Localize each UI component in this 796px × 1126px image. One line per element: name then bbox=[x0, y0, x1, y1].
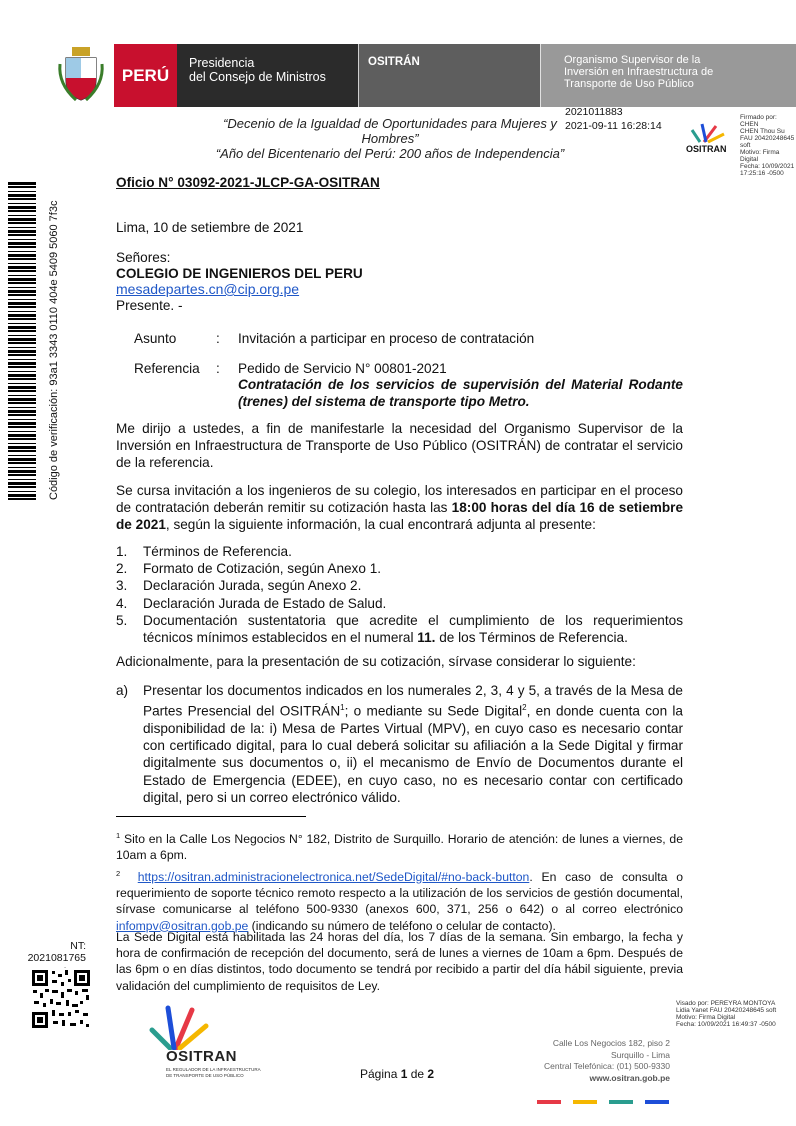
visado-line: Visado por: PEREYRA MONTOYA bbox=[676, 1000, 776, 1007]
verification-code: Código de verificación: 93a1 3343 0110 404e 5409 5060 7f3c bbox=[48, 200, 60, 500]
peru-logo: PERÚ bbox=[114, 44, 177, 107]
sede-digital-link[interactable]: https://ositran.administracionelectronica.net/SedeDigital/#no-back-button bbox=[137, 870, 530, 885]
requirements-list bbox=[116, 543, 683, 646]
signature-logo bbox=[680, 120, 738, 158]
footnote-divider bbox=[116, 816, 306, 817]
list-item bbox=[116, 577, 683, 594]
footnote-1-mark: 1 bbox=[116, 831, 121, 840]
pcm-line2: del Consejo de Ministros bbox=[189, 70, 326, 84]
footer-logo-text: OSITRAN bbox=[166, 1048, 237, 1065]
list-number: 5. bbox=[116, 612, 128, 628]
visado-stamp bbox=[676, 1000, 796, 1028]
item-a-part1: Presentar los documentos indicados en los numerales 2, 3, 4 y 5, a través de la Mesa de Partes Presencial del OSITRÁN bbox=[143, 683, 683, 719]
list-item bbox=[116, 543, 683, 560]
footnote-2-text: . En caso de consulta o requerimiento de soporte técnico remoto respecto a la utilización de los servicios de gestión documental, sírvase comunicarse al teléfono 500-9330 (anexos 600, 371, 256 o 642) o al correo electrónico bbox=[116, 870, 683, 917]
referencia-line1: Pedido de Servicio N° 00801-2021 bbox=[238, 361, 447, 376]
sig-line: 17:25:16 -0500 bbox=[740, 170, 784, 177]
list-text: Formato de Cotización, según Anexo 1. bbox=[143, 561, 382, 577]
paragraph-2-c: , según la siguiente información, la cual encontrará adjunta al presente: bbox=[165, 517, 596, 533]
recipient-email-link[interactable]: mesadepartes.cn@cip.org.pe bbox=[116, 281, 300, 297]
signature-logo-text: OSITRAN bbox=[686, 144, 727, 154]
paragraph-1: Me dirijo a ustedes, a fin de manifestarle la necesidad del Organismo Supervisor de la Inversión en Infraestructura de Transporte de Uso Público (OSITRÁN) de contratar el servicio de la referencia. bbox=[116, 421, 683, 471]
side-barcode bbox=[8, 180, 36, 500]
visado-line: Fecha: 10/09/2021 16:49:37 -0500 bbox=[676, 1021, 776, 1028]
referencia-label: Referencia bbox=[134, 361, 200, 376]
footnote-2 bbox=[116, 866, 683, 934]
item-a-text bbox=[143, 682, 683, 806]
asunto-colon: : bbox=[216, 331, 220, 346]
org-block bbox=[540, 44, 796, 107]
page-current: 1 bbox=[400, 1067, 408, 1081]
referencia-line2: Contratación de los servicios de supervisión del Material Rodante (trenes) del sistema de transporte tipo Metro. bbox=[238, 377, 683, 410]
ositran-footer-logo bbox=[140, 1004, 260, 1084]
visado-line: Motivo: Firma Digital bbox=[676, 1014, 736, 1021]
list-number: 4. bbox=[116, 595, 128, 611]
list-text: Declaración Jurada de Estado de Salud. bbox=[143, 595, 387, 611]
page-prefix: Página bbox=[360, 1067, 401, 1081]
list-text bbox=[143, 612, 683, 646]
list-item bbox=[116, 560, 683, 577]
registry-datetime: 2021-09-11 16:28:14 bbox=[565, 120, 662, 132]
footnote-3: La Sede Digital está habilitada las 24 horas del día, los 7 días de la semana. Sin embargo, la fecha y hora de confirmación de recepción del documento, será de lunes a viernes de 10am a 6pm. Después de las 6pm o en días distintos, todo documento se tendrá por recibido a partir del día hábil siguiente, previa validación del cumplimiento de requisitos de Ley. bbox=[116, 930, 683, 993]
sig-line: Fecha: 10/09/2021 bbox=[740, 163, 795, 170]
footer-logo-sub2: DE TRANSPORTE DE USO PÚBLICO bbox=[166, 1073, 244, 1078]
presente: Presente. - bbox=[116, 298, 183, 313]
address-line: Central Telefónica: (01) 500-9330 bbox=[543, 1061, 670, 1071]
sig-line: Firmado por: CHEN bbox=[740, 114, 777, 128]
list-text: Términos de Referencia. bbox=[143, 544, 292, 559]
referencia-colon: : bbox=[216, 361, 220, 376]
sig-line: FAU 20420248645 bbox=[740, 135, 795, 142]
mpv-email-link[interactable]: infompv@ositran.gob.pe bbox=[116, 918, 249, 933]
footnote-ref-2: 2 bbox=[522, 703, 527, 713]
asunto-text: Invitación a participar en proceso de contratación bbox=[238, 331, 535, 346]
motto-line2: “Año del Bicentenario del Perú: 200 años de Independencia” bbox=[215, 146, 565, 161]
paragraph-2-a: Se cursa invitación a los ingenieros de su colegio, los interesados en participar en el proceso de contratación deberán remitir su cotización hasta las bbox=[116, 483, 683, 516]
sig-line: CHEN Thou Su bbox=[740, 128, 785, 135]
item5-numeral: 11. bbox=[417, 630, 436, 646]
paragraph-3: Adicionalmente, para la presentación de su cotización, sírvase considerar lo siguiente: bbox=[116, 654, 636, 669]
list-item bbox=[116, 612, 683, 646]
item-a bbox=[116, 682, 683, 806]
page-total: 2 bbox=[427, 1067, 435, 1081]
oficio-number: Oficio N° 03092-2021-JLCP-GA-OSITRAN bbox=[116, 175, 380, 190]
paragraph-2 bbox=[116, 482, 683, 534]
qr-code bbox=[30, 968, 92, 1030]
ositran-header: OSITRÁN bbox=[358, 44, 540, 107]
salutation: Señores: bbox=[116, 250, 171, 265]
motto-line1: “Decenio de la Igualdad de Oportunidades para Mujeres y Hombres” bbox=[223, 116, 557, 146]
footnote-1 bbox=[116, 828, 683, 863]
item-a-marker: a) bbox=[116, 683, 129, 698]
org-line3: Transporte de Uso Público bbox=[564, 78, 694, 90]
item5-c: de los Términos de Referencia. bbox=[435, 630, 628, 646]
visado-line: Lidia Yanet FAU 20420248645 soft bbox=[676, 1007, 777, 1014]
footnote-2-end: (indicando su número de teléfono o celular de contacto). bbox=[248, 918, 556, 933]
footnote-ref-1: 1 bbox=[340, 703, 345, 713]
pcm-line1: Presidencia bbox=[189, 56, 255, 70]
letter-date: Lima, 10 de setiembre de 2021 bbox=[116, 220, 304, 235]
header-divider bbox=[358, 44, 359, 107]
footer-address bbox=[500, 1038, 670, 1084]
item5-a: Documentación sustentatoria que acredite el cumplimiento de los requerimientos técnicos mínimos establecidos en el numeral bbox=[143, 612, 683, 646]
item-a-part2: ; o mediante su Sede Digital bbox=[344, 703, 523, 719]
registry-stamp bbox=[565, 106, 662, 132]
asunto-label: Asunto bbox=[134, 331, 177, 346]
header-divider bbox=[540, 44, 541, 107]
signature-top bbox=[740, 114, 796, 177]
address-line: Calle Los Negocios 182, piso 2 bbox=[552, 1038, 670, 1048]
sig-line: Motivo: Firma Digital bbox=[740, 149, 780, 163]
registry-number: 2021011883 bbox=[565, 106, 623, 118]
page-mid: de bbox=[407, 1067, 428, 1081]
footer-logo-sub1: EL REGULADOR DE LA INFRAESTRUCTURA bbox=[166, 1067, 261, 1072]
coat-of-arms bbox=[56, 44, 106, 104]
footer-color-bar bbox=[537, 1100, 669, 1104]
website: www.ositran.gob.pe bbox=[589, 1072, 670, 1083]
recipient: COLEGIO DE INGENIEROS DEL PERU bbox=[116, 266, 363, 281]
pcm-block bbox=[177, 44, 358, 107]
mottos bbox=[200, 116, 580, 161]
org-line1: Organismo Supervisor de la bbox=[564, 54, 701, 66]
page-number bbox=[360, 1067, 434, 1081]
sig-line: soft bbox=[740, 142, 751, 149]
list-number: 2. bbox=[116, 561, 128, 577]
footnote-1-text: Sito en la Calle Los Negocios N° 182, Distrito de Surquillo. Horario de atención: de lunes a viernes, de 10am a 6pm. bbox=[116, 832, 683, 863]
list-item bbox=[116, 595, 683, 612]
org-line2: Inversión en Infraestructura de bbox=[564, 66, 714, 78]
footnote-2-mark: 2 bbox=[116, 869, 121, 878]
nt-number: NT: 2021081765 bbox=[27, 940, 86, 964]
item-a-part3: , en donde cuenta con la disponibilidad de la: i) Mesa de Partes Virtual (MPV), en cuyo caso es necesario contar con certificado digital, para lo cual deberá solicitar su afiliación a la Sede Digital y firmar digitalmente sus documentos o, ii) el mecanismo de Envío de Documentos durante el Estado de Emergencia (EDEE), en cuyo caso, no es necesario contar con certificado digital, pero si un correo electrónico válido. bbox=[143, 703, 683, 805]
paragraph-2-deadline: 18:00 horas del día 16 de setiembre de 2021 bbox=[116, 500, 683, 533]
list-number: 1. bbox=[116, 544, 128, 559]
address-line: Surquillo - Lima bbox=[610, 1049, 670, 1060]
list-number: 3. bbox=[116, 578, 128, 594]
list-text: Declaración Jurada, según Anexo 2. bbox=[143, 578, 362, 594]
